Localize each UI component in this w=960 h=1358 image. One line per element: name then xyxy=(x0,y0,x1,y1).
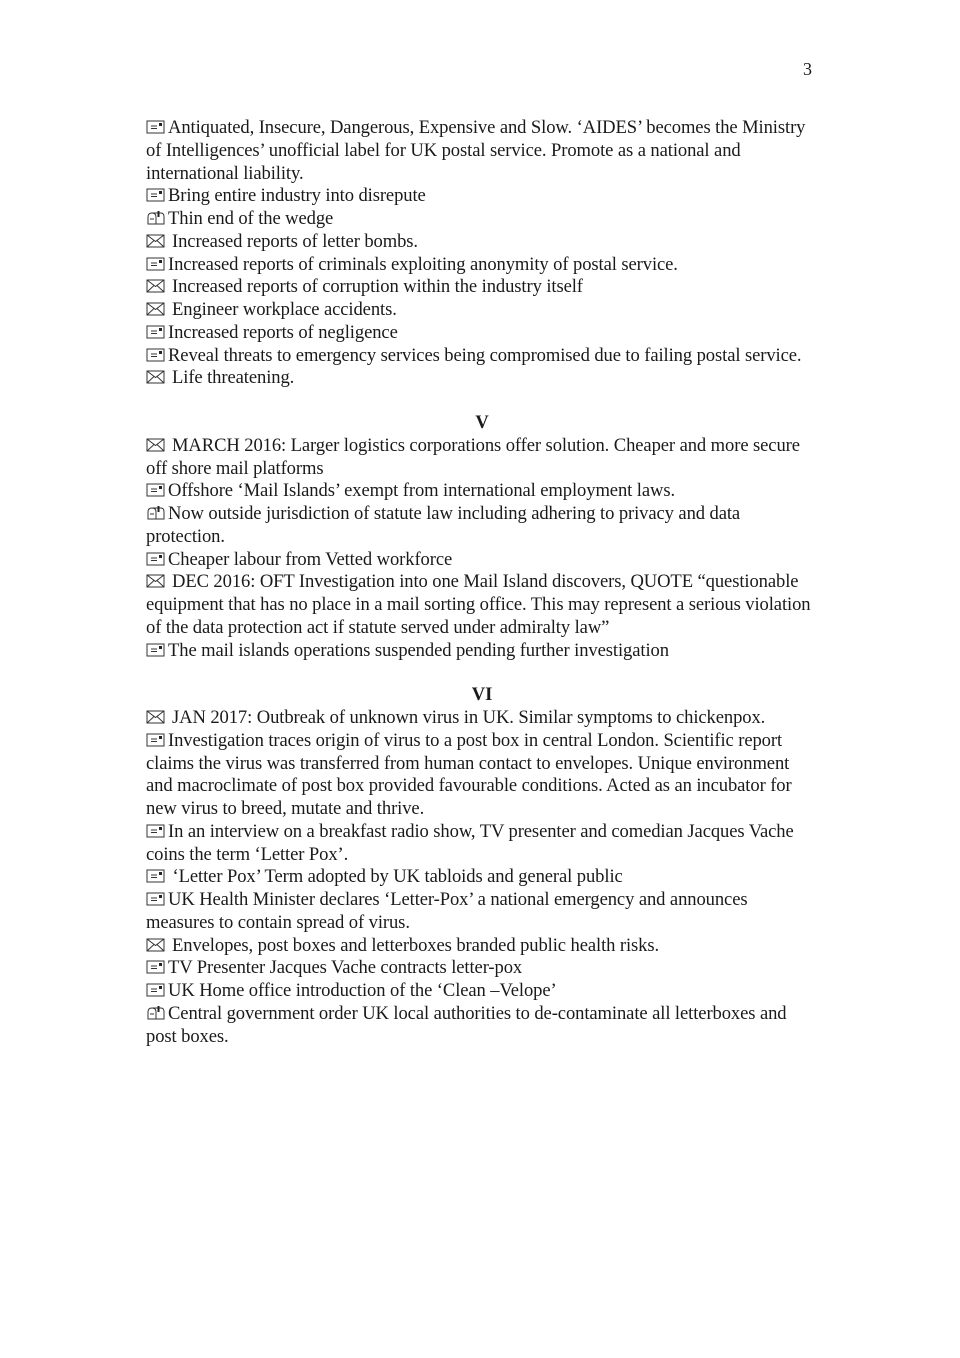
envelope-icon xyxy=(146,234,166,248)
letter-icon xyxy=(146,483,166,497)
list-item-text: JAN 2017: Outbreak of unknown virus in UK. Similar symptoms to chickenpox. xyxy=(172,707,766,728)
list-item-text: Offshore ‘Mail Islands’ exempt from international employment laws. xyxy=(168,480,676,502)
list-item-text: MARCH 2016: Larger logistics corporations offer solution. Cheaper and more secure off shore mail platforms xyxy=(146,434,800,479)
list-item xyxy=(146,730,818,821)
page-number: 3 xyxy=(803,59,812,79)
list-item xyxy=(146,821,818,867)
section-heading-vi: VI xyxy=(471,684,493,706)
list-item-text: Antiquated, Insecure, Dangerous, Expensive and Slow. ‘AIDES’ becomes the Ministry of Intelligences’ unofficial label for UK postal service. Promote as a national and international liability. xyxy=(146,117,806,184)
list-item-text: UK Health Minister declares ‘Letter-Pox’ a national emergency and announces measures to contain spread of virus. xyxy=(146,889,748,933)
list-item-text: Cheaper labour from Vetted workforce xyxy=(168,548,453,570)
letter-icon xyxy=(146,983,166,997)
list-item-text: Increased reports of criminals exploiting anonymity of postal service. xyxy=(168,253,678,275)
list-item xyxy=(146,707,818,730)
letter-icon xyxy=(146,960,166,974)
section-v xyxy=(146,435,818,663)
letter-icon xyxy=(146,733,166,747)
letter-icon xyxy=(146,869,166,883)
mailbox-icon xyxy=(146,1006,166,1020)
mailbox-icon xyxy=(146,211,166,225)
list-item xyxy=(146,322,818,345)
envelope-icon xyxy=(146,370,166,384)
letter-icon xyxy=(146,643,166,657)
letter-icon xyxy=(146,552,166,566)
envelope-icon xyxy=(146,710,166,724)
list-item xyxy=(146,345,818,368)
list-item-text: Reveal threats to emergency services being compromised due to failing postal service. xyxy=(168,344,802,366)
envelope-icon xyxy=(146,370,166,384)
letter-icon xyxy=(146,892,166,906)
letter-icon xyxy=(146,325,166,339)
letter-icon xyxy=(146,120,166,134)
letter-icon xyxy=(146,869,166,883)
letter-icon xyxy=(146,824,166,838)
list-item-text: Engineer workplace accidents. xyxy=(172,299,397,320)
letter-icon xyxy=(146,188,166,202)
mailbox-icon xyxy=(146,506,166,520)
list-item xyxy=(146,208,818,231)
list-item-text: In an interview on a breakfast radio show, TV presenter and comedian Jacques Vache coins the term ‘Letter Pox’. xyxy=(146,820,794,865)
list-item-text: Bring entire industry into disrepute xyxy=(168,185,426,207)
list-item xyxy=(146,1003,818,1049)
list-item xyxy=(146,185,818,208)
list-item-text: Thin end of the wedge xyxy=(168,208,334,229)
list-item xyxy=(146,640,818,663)
list-item xyxy=(146,503,818,549)
list-item-text: Life threatening. xyxy=(172,367,295,389)
list-item-text: Envelopes, post boxes and letterboxes branded public health risks. xyxy=(172,934,660,956)
list-item-text: The mail islands operations suspended pending further investigation xyxy=(168,639,669,661)
section-vi xyxy=(146,707,818,1048)
letter-icon xyxy=(146,348,166,362)
document-body xyxy=(146,117,818,1048)
mailbox-icon xyxy=(146,211,166,225)
section-heading-v: V xyxy=(475,412,489,433)
list-item-text: Investigation traces origin of virus to a post box in central London. Scientific report claims the virus was transferred from human contact to envelopes. Unique environment and macroclimate of post box provided favourable conditions. Acted as an incubator for new virus to breed, mutate and thrive. xyxy=(146,729,792,819)
letter-icon xyxy=(146,257,166,271)
letter-icon xyxy=(146,188,166,202)
letter-icon xyxy=(146,983,166,997)
letter-icon xyxy=(146,325,166,339)
letter-icon xyxy=(146,120,166,134)
envelope-icon xyxy=(146,438,166,452)
letter-icon xyxy=(146,824,166,838)
envelope-icon xyxy=(146,302,166,316)
mailbox-icon xyxy=(146,1006,166,1020)
list-item xyxy=(146,935,818,958)
letter-icon xyxy=(146,348,166,362)
envelope-icon xyxy=(146,234,166,248)
list-item-text: Increased reports of letter bombs. xyxy=(172,230,418,252)
list-item xyxy=(146,980,818,1003)
list-item xyxy=(146,480,818,503)
letter-icon xyxy=(146,257,166,271)
list-item-text: ‘Letter Pox’ Term adopted by UK tabloids and general public xyxy=(168,866,623,888)
list-item-text: UK Home office introduction of the ‘Clean –Velope’ xyxy=(168,980,557,1001)
list-item xyxy=(146,231,818,254)
list-item xyxy=(146,367,818,390)
letter-icon xyxy=(146,892,166,906)
envelope-icon xyxy=(146,710,166,724)
letter-icon xyxy=(146,483,166,497)
list-item xyxy=(146,866,818,889)
list-item xyxy=(146,254,818,277)
envelope-icon xyxy=(146,938,166,952)
envelope-icon xyxy=(146,938,166,952)
envelope-icon xyxy=(146,279,166,293)
list-item xyxy=(146,117,818,185)
letter-icon xyxy=(146,960,166,974)
envelope-icon xyxy=(146,438,166,452)
list-item xyxy=(146,571,818,639)
letter-icon xyxy=(146,643,166,657)
list-item-text: Increased reports of corruption within the industry itself xyxy=(172,276,583,298)
envelope-icon xyxy=(146,574,166,588)
mailbox-icon xyxy=(146,506,166,520)
envelope-icon xyxy=(146,574,166,588)
list-item-text: TV Presenter Jacques Vache contracts letter-pox xyxy=(168,957,523,979)
list-item-text: Increased reports of negligence xyxy=(168,321,398,343)
list-item-text: Now outside jurisdiction of statute law including adhering to privacy and data protection. xyxy=(146,503,741,547)
envelope-icon xyxy=(146,302,166,316)
list-item xyxy=(146,889,818,935)
list-item xyxy=(146,549,818,572)
list-item xyxy=(146,276,818,299)
letter-icon xyxy=(146,733,166,747)
list-item xyxy=(146,957,818,980)
section-intro xyxy=(146,117,818,390)
envelope-icon xyxy=(146,279,166,293)
letter-icon xyxy=(146,552,166,566)
list-item xyxy=(146,299,818,322)
list-item xyxy=(146,435,818,481)
list-item-text: DEC 2016: OFT Investigation into one Mail Island discovers, QUOTE “questionable equipment that has no place in a mail sorting office. This may represent a serious violation of the data protection act if statute served under admiralty law” xyxy=(146,571,811,638)
list-item-text: Central government order UK local authorities to de-contaminate all letterboxes and post boxes. xyxy=(146,1002,787,1047)
